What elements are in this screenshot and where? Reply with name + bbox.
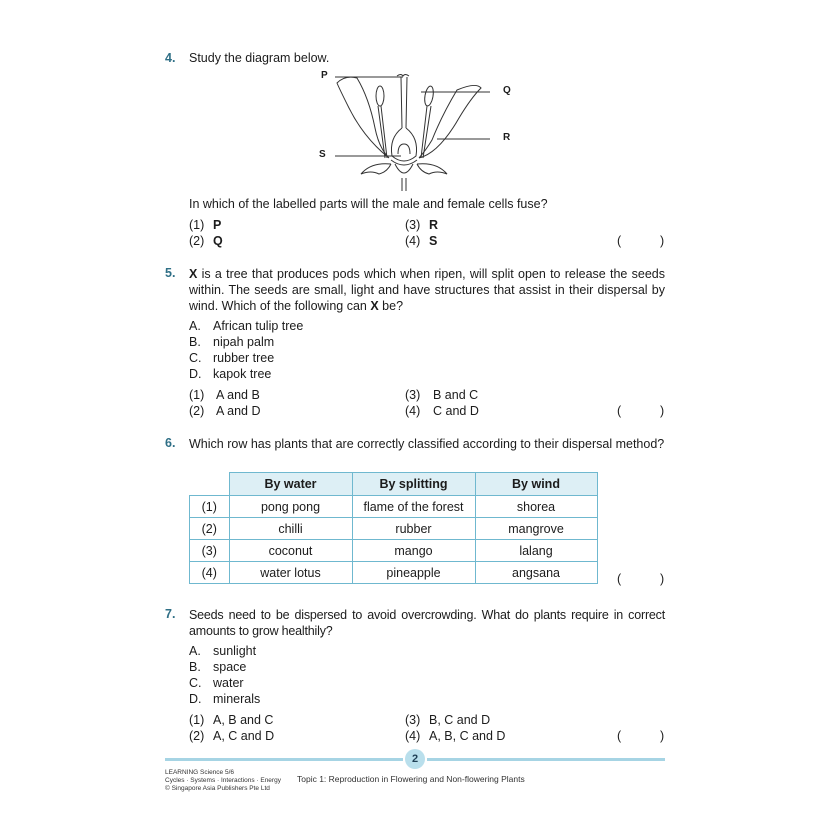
question-text: Seeds need to be dispersed to avoid overcrowding. What do plants require in correct amounts to grow healthily? — [189, 608, 665, 638]
option-num: (2) — [189, 729, 205, 743]
answer-open-bracket: ( — [617, 234, 622, 248]
label-s: S — [319, 149, 326, 160]
question-number: 5. — [165, 266, 176, 280]
choice-d — [189, 692, 260, 706]
question-text: Which row has plants that are correctly classified according to their dispersal method? — [189, 437, 665, 451]
option-3[interactable] — [405, 218, 438, 232]
cell-splitting: rubber — [352, 518, 475, 540]
choice-text: space — [213, 660, 247, 674]
footer-divider-right — [427, 758, 665, 761]
header-by-water: By water — [229, 473, 352, 496]
choice-letter: D. — [189, 367, 202, 381]
choice-a — [189, 319, 303, 333]
option-3[interactable] — [405, 388, 478, 402]
label-r: R — [503, 132, 511, 143]
choice-letter: B. — [189, 660, 201, 674]
answer-open-bracket: ( — [617, 572, 622, 586]
option-3[interactable] — [405, 713, 490, 727]
option-num: (2) — [189, 404, 205, 418]
question-text — [189, 266, 665, 314]
choice-text: water — [213, 676, 244, 690]
option-text: A and D — [216, 404, 261, 418]
row-label: (4) — [190, 562, 230, 584]
topic-title: Topic 1: Reproduction in Flowering and Non-flowering Plants — [297, 774, 525, 784]
choice-letter: C. — [189, 676, 202, 690]
cell-water: water lotus — [229, 562, 352, 584]
text-part: be? — [378, 299, 404, 313]
option-4[interactable] — [405, 729, 505, 743]
option-text: A, B, C and D — [429, 729, 506, 743]
option-num: (2) — [189, 234, 205, 248]
option-1[interactable] — [189, 388, 260, 402]
choice-a — [189, 644, 256, 658]
answer-close-bracket: ) — [660, 572, 665, 586]
option-text: C and D — [433, 404, 479, 418]
cell-wind: lalang — [475, 540, 597, 562]
table-row[interactable] — [190, 518, 598, 540]
choice-text: kapok tree — [213, 367, 272, 381]
choice-letter: C. — [189, 351, 202, 365]
question-number: 7. — [165, 607, 176, 621]
question-number: 6. — [165, 436, 176, 450]
option-text: P — [213, 218, 222, 232]
book-title: LEARNING Science 5/6 — [165, 769, 235, 776]
option-num: (1) — [189, 218, 205, 232]
choice-d — [189, 367, 271, 381]
option-num: (3) — [405, 713, 421, 727]
row-label: (2) — [190, 518, 230, 540]
question-number: 4. — [165, 51, 176, 65]
copyright: © Singapore Asia Publishers Pte Ltd — [165, 785, 270, 792]
option-1[interactable] — [189, 713, 273, 727]
page-number: 2 — [405, 749, 425, 769]
choice-text: rubber tree — [213, 351, 275, 365]
option-1[interactable] — [189, 218, 221, 232]
option-text: B and C — [433, 388, 479, 402]
table-header-row — [190, 473, 598, 496]
bold-x: X — [189, 267, 198, 281]
option-text: A, B and C — [213, 713, 274, 727]
question-text: In which of the labelled parts will the male and female cells fuse? — [189, 197, 548, 211]
table-row[interactable] — [190, 496, 598, 518]
option-num: (1) — [189, 388, 205, 402]
choice-b — [189, 660, 246, 674]
option-text: A and B — [216, 388, 260, 402]
option-num: (1) — [189, 713, 205, 727]
choice-c — [189, 351, 274, 365]
choice-c — [189, 676, 244, 690]
choice-letter: B. — [189, 335, 201, 349]
option-num: (4) — [405, 234, 421, 248]
dispersal-table — [189, 472, 598, 584]
cell-splitting: flame of the forest — [352, 496, 475, 518]
header-by-wind: By wind — [475, 473, 597, 496]
choice-text: African tulip tree — [213, 319, 304, 333]
footer-divider-left — [165, 758, 403, 761]
choice-text: minerals — [213, 692, 261, 706]
answer-close-bracket: ) — [660, 404, 665, 418]
option-4[interactable] — [405, 404, 479, 418]
label-p: P — [321, 70, 328, 81]
row-label: (3) — [190, 540, 230, 562]
cell-splitting: mango — [352, 540, 475, 562]
cell-wind: shorea — [475, 496, 597, 518]
answer-open-bracket: ( — [617, 404, 622, 418]
row-label: (1) — [190, 496, 230, 518]
flower-diagram — [315, 68, 525, 193]
option-4[interactable] — [405, 234, 437, 248]
option-num: (4) — [405, 729, 421, 743]
option-text: S — [429, 234, 438, 248]
option-text: A, C and D — [213, 729, 275, 743]
cell-wind: angsana — [475, 562, 597, 584]
cell-wind: mangrove — [475, 518, 597, 540]
cell-water: coconut — [229, 540, 352, 562]
cell-water: chilli — [229, 518, 352, 540]
option-num: (3) — [405, 388, 421, 402]
answer-close-bracket: ) — [660, 729, 665, 743]
choice-letter: D. — [189, 692, 202, 706]
table-row[interactable] — [190, 540, 598, 562]
choice-text: nipah palm — [213, 335, 275, 349]
header-by-splitting: By splitting — [352, 473, 475, 496]
option-text: Q — [213, 234, 223, 248]
cell-water: pong pong — [229, 496, 352, 518]
choice-letter: A. — [189, 319, 201, 333]
option-num: (4) — [405, 404, 421, 418]
answer-close-bracket: ) — [660, 234, 665, 248]
option-text: B, C and D — [429, 713, 491, 727]
option-2[interactable] — [189, 729, 274, 743]
choice-text: sunlight — [213, 644, 257, 658]
option-num: (3) — [405, 218, 421, 232]
option-2[interactable] — [189, 404, 260, 418]
cell-splitting: pineapple — [352, 562, 475, 584]
choice-letter: A. — [189, 644, 201, 658]
bold-x: X — [370, 299, 379, 313]
choice-b — [189, 335, 274, 349]
text-part: is a tree that produces pods which when ripen, will split open to release the seeds within. The seeds are small, light and have structures that assist in their dispersal by wind. Which of the following can — [189, 267, 665, 313]
option-2[interactable] — [189, 234, 223, 248]
header-blank — [190, 473, 230, 496]
question-prompt: Study the diagram below. — [189, 51, 330, 65]
table-row[interactable] — [190, 562, 598, 584]
book-subtitle: Cycles · Systems · Interactions · Energy — [165, 777, 281, 784]
label-q: Q — [503, 85, 511, 96]
option-text: R — [429, 218, 439, 232]
answer-open-bracket: ( — [617, 729, 622, 743]
